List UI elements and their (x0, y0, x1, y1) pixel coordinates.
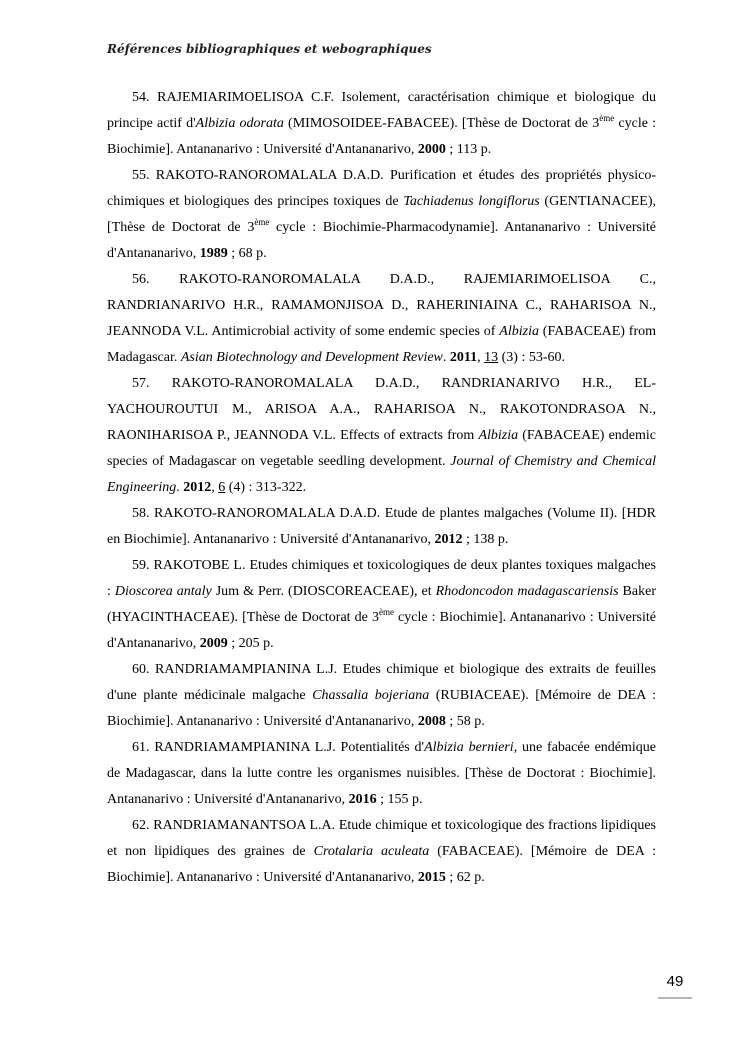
reference-60: 60. RANDRIAMAMPIANINA L.J. Etudes chimique et biologique des extraits de feuilles d'une plante médicinale malgache Chassalia bojeriana (RUBIACEAE). [Mémoire de DEA : Biochimie]. Antananarivo : Université d'Antananarivo, 2008 ; 58 p. (107, 662, 656, 729)
reference-58: 58. RAKOTO-RANOROMALALA D.A.D. Etude de plantes malgaches (Volume II). [HDR en Biochimie]. Antananarivo : Université d'Antananarivo, 2012 ; 138 p. (107, 506, 657, 547)
reference-55: 55. RAKOTO-RANOROMALALA D.A.D. Purification et études des propriétés physico-chimiques et biologiques des principes toxiques de Tachiadenus longiflorus (GENTIANACEE), [Thèse de Doctorat de 3ème cycle : Biochimie-Pharmacodynamie]. Antananarivo : Université d'Antananarivo, 1989 ; 68 p. (107, 168, 656, 261)
reference-list (107, 85, 656, 891)
reference-56: 56. RAKOTO-RANOROMALALA D.A.D., RAJEMIARIMOELISOA C., RANDRIANARIVO H.R., RAMAMONJISOA D., RAHERINIAINA C., RAHARISOA N., JEANNODA V.L. Antimicrobial activity of some endemic species of Albizia (FABACEAE) from Madagascar. Asian Biotechnology and Development Review. 2011, 13 (3) : 53-60. (107, 272, 656, 365)
reference-57: 57. RAKOTO-RANOROMALALA D.A.D., RANDRIANARIVO H.R., EL-YACHOUROUTUI M., ARISOA A.A., RAHARISOA N., RAKOTONDRASOA N., RAONIHARISOA P., JEANNODA V.L. Effects of extracts from Albizia (FABACEAE) endemic species of Madagascar on vegetable seedling development. Journal of Chemistry and Chemical Engineering. 2012, 6 (4) : 313-322. (107, 376, 657, 495)
page-number: 49 (658, 967, 692, 999)
reference-61: 61. RANDRIAMAMPIANINA L.J. Potentialités d'Albizia bernieri, une fabacée endémique de Madagascar, dans la lutte contre les organismes nuisibles. [Thèse de Doctorat : Biochimie]. Antananarivo : Université d'Antananarivo, 2016 ; 155 p. (107, 740, 657, 807)
running-header: Références bibliographiques et webographiques (107, 42, 432, 56)
reference-59: 59. RAKOTOBE L. Etudes chimiques et toxicologiques de deux plantes toxiques malgaches : Dioscorea antaly Jum & Perr. (DIOSCOREACEAE), et Rhodoncodon madagascariensis Baker (HYACINTHACEAE). [Thèse de Doctorat de 3ème cycle : Biochimie]. Antananarivo : Université d'Antananarivo, 2009 ; 205 p. (107, 558, 656, 651)
reference-62: 62. RANDRIAMANANTSOA L.A. Etude chimique et toxicologique des fractions lipidiques et non lipidiques des graines de Crotalaria aculeata (FABACEAE). [Mémoire de DEA : Biochimie]. Antananarivo : Université d'Antananarivo, 2015 ; 62 p. (107, 818, 657, 885)
reference-54: 54. RAJEMIARIMOELISOA C.F. Isolement, caractérisation chimique et biologique du principe actif d'Albizia odorata (MIMOSOIDEE-FABACEE). [Thèse de Doctorat de 3ème cycle : Biochimie]. Antananarivo : Université d'Antananarivo, 2000 ; 113 p. (107, 90, 657, 157)
